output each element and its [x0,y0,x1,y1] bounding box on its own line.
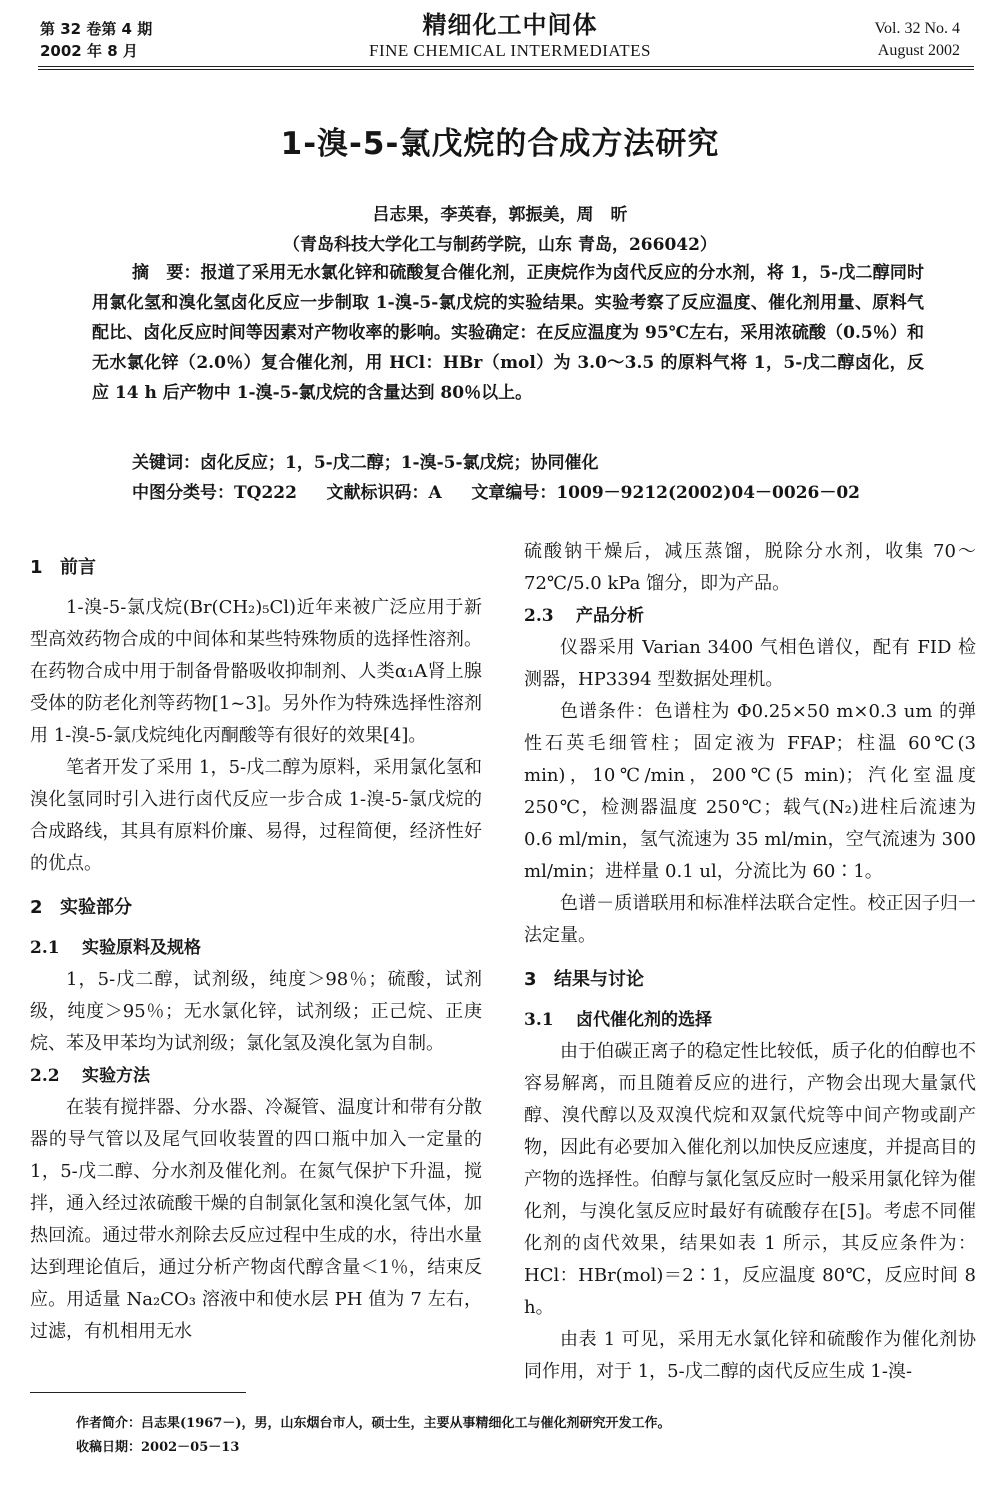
keywords-label: 关键词： [132,453,200,473]
right-column [524,536,976,1388]
paragraph-intro-2: 笔者开发了采用 1，5-戊二醇为原料，采用氯化氢和溴化氢同时引入进行卤代反应一步合成 1-溴-5-氯戊烷的合成路线，其具有原料价廉、易得，过程简便，经济性好的优点。 [30,757,482,874]
journal-name-en: FINE CHEMICAL INTERMEDIATES [368,41,652,60]
section-heading-1: 1 前言 [30,557,96,578]
abstract-label: 摘 要： [132,263,201,283]
doc-code-label: 文献标识码： [326,483,429,503]
paragraph-analysis-1: 仪器采用 Varian 3400 气相色谱仪，配有 FID 检测器，HP3394 型数据处理机。 [524,637,976,690]
date-en: August 2002 [877,42,960,59]
journal-name-cn: 精细化工中间体 [422,11,598,39]
affiliation: （青岛科技大学化工与制药学院，山东 青岛，266042） [283,235,717,255]
volume-en: Vol. 32 No. 4 [874,20,960,37]
section-heading-2: 2 实验部分 [30,897,132,918]
left-column [30,540,482,1348]
keywords [132,448,932,478]
page-header [0,0,1000,70]
paper-title: 1-溴-5-氯戊烷的合成方法研究 [280,126,720,162]
abstract-text: 报道了采用无水氯化锌和硫酸复合催化剂，正庚烷作为卤代反应的分水剂，将 1，5-戊二醇同时用氯化氢和溴化氢卤化反应一步制取 1-溴-5-氯戊烷的实验结果。实验考察了反应温度、催化剂用量、原料气配比、卤化反应时间等因素对产物收率的影响。实验确定：在反应温度为 95℃左右，采用浓硫酸（0.5％）和无水氯化锌（2.0％）复合催化剂，用 HCl：HBr（mol）为 3.0～3.5 的原料气将 1，5-戊二醇卤化，反应 14 h 后产物中 1-溴-5-氯戊烷的含量达到 80％以上。 [92,263,924,403]
section-heading-3: 3 结果与讨论 [524,969,644,990]
footnote [76,1412,956,1460]
author-bio: 作者简介：吕志果(1967－)，男，山东烟台市人，硕士生，主要从事精细化工与催化剂研究开发工作。 [76,1416,671,1431]
subsection-heading-2-1: 2.1 实验原料及规格 [30,938,201,958]
footnote-rule [30,1392,246,1393]
paragraph-analysis-2: 色谱条件：色谱柱为 Φ0.25×50 m×0.3 um 的弹性石英毛细管柱；固定液为 FFAP；柱温 60℃(3 min)，10℃/min，200℃(5 min)；汽化室温度 250℃，检测器温度 250℃；载气(N₂)进柱后流速为 0.6 ml/min，氢气流速为 35 ml/min，空气流速为 300 ml/min；进样量 0.1 ul，分流比为 60∶1。 [524,701,976,882]
header-left [40,18,152,62]
classification-line [132,478,952,508]
article-no-value: 1009－9212(2002)04－0026－02 [556,483,861,503]
header-rule-bottom [38,69,974,70]
abstract [92,258,924,408]
received-date: 收稿日期：2002－05－13 [76,1440,240,1455]
volume-cn: 第 32 卷第 4 期 [40,20,153,38]
header-center [300,10,720,62]
paragraph-analysis-3: 色谱－质谱联用和标准样法联合定性。校正因子归一法定量。 [524,893,976,946]
keywords-text: 卤化反应；1，5-戊二醇；1-溴-5-氯戊烷；协同催化 [200,453,599,473]
date-cn: 2002 年 8 月 [40,42,138,60]
header-right [875,18,961,62]
subsection-heading-2-2: 2.2 实验方法 [30,1066,150,1086]
article-no-label: 文章编号： [471,483,557,503]
authors: 吕志果，李英春，郭振美，周 昕 [372,205,628,225]
paragraph-method: 在装有搅拌器、分水器、冷凝管、温度计和带有分散器的导气管以及尾气回收装置的四口瓶中加入一定量的 1，5-戊二醇、分水剂及催化剂。在氮气保护下升温，搅拌，通入经过浓硫酸干燥的自制氯化氢和溴化氢气体，加热回流。通过带水剂除去反应过程中生成的水，待出水量达到理论值后，通过分析产物卤代醇含量＜1％，结束反应。用适量 Na₂CO₃ 溶液中和使水层 PH 值为 7 左右，过滤，有机相用无水 [30,1097,482,1342]
paragraph-intro-1: 1-溴-5-氯戊烷(Br(CH₂)₅Cl)近年来被广泛应用于新型高效药物合成的中间体和某些特殊物质的选择性溶剂。在药物合成中用于制备骨骼吸收抑制剂、人类α₁A肾上腺受体的防老化剂等药物[1~3]。另外作为特殊选择性溶剂用 1-溴-5-氯戊烷纯化丙酮酸等有很好的效果[4]。 [30,597,482,746]
subsection-heading-2-3: 2.3 产品分析 [524,606,644,626]
header-rule-top [38,66,974,67]
subsection-heading-3-1: 3.1 卤代催化剂的选择 [524,1010,712,1030]
paragraph-method-cont: 硫酸钠干燥后，减压蒸馏，脱除分水剂，收集 70～72℃/5.0 kPa 馏分，即为产品。 [524,541,976,594]
clc-label: 中图分类号： [132,483,234,503]
doc-code-value: A [428,483,442,503]
paragraph-catalyst-1: 由于伯碳正离子的稳定性比较低，质子化的伯醇也不容易解离，而且随着反应的进行，产物会出现大量氯代醇、溴代醇以及双溴代烷和双氯代烷等中间产物或副产物，因此有必要加入催化剂以加快反应速度，并提高目的产物的选择性。伯醇与氯化氢反应时一般采用氯化锌为催化剂，与溴化氢反应时最好有硫酸存在[5]。考虑不同催化剂的卤代效果，结果如表 1 所示，其反应条件为：HCl：HBr(mol)＝2∶1，反应温度 80℃，反应时间 8 h。 [524,1041,976,1318]
clc-value: TQ222 [234,483,297,503]
paragraph-materials: 1，5-戊二醇，试剂级，纯度＞98％；硫酸，试剂级，纯度＞95％；无水氯化锌，试剂级；正己烷、正庚烷、苯及甲苯均为试剂级；氯化氢及溴化氢为自制。 [30,969,482,1054]
paragraph-catalyst-2: 由表 1 可见，采用无水氯化锌和硫酸作为催化剂协同作用，对于 1，5-戊二醇的卤代反应生成 1-溴- [524,1329,976,1382]
